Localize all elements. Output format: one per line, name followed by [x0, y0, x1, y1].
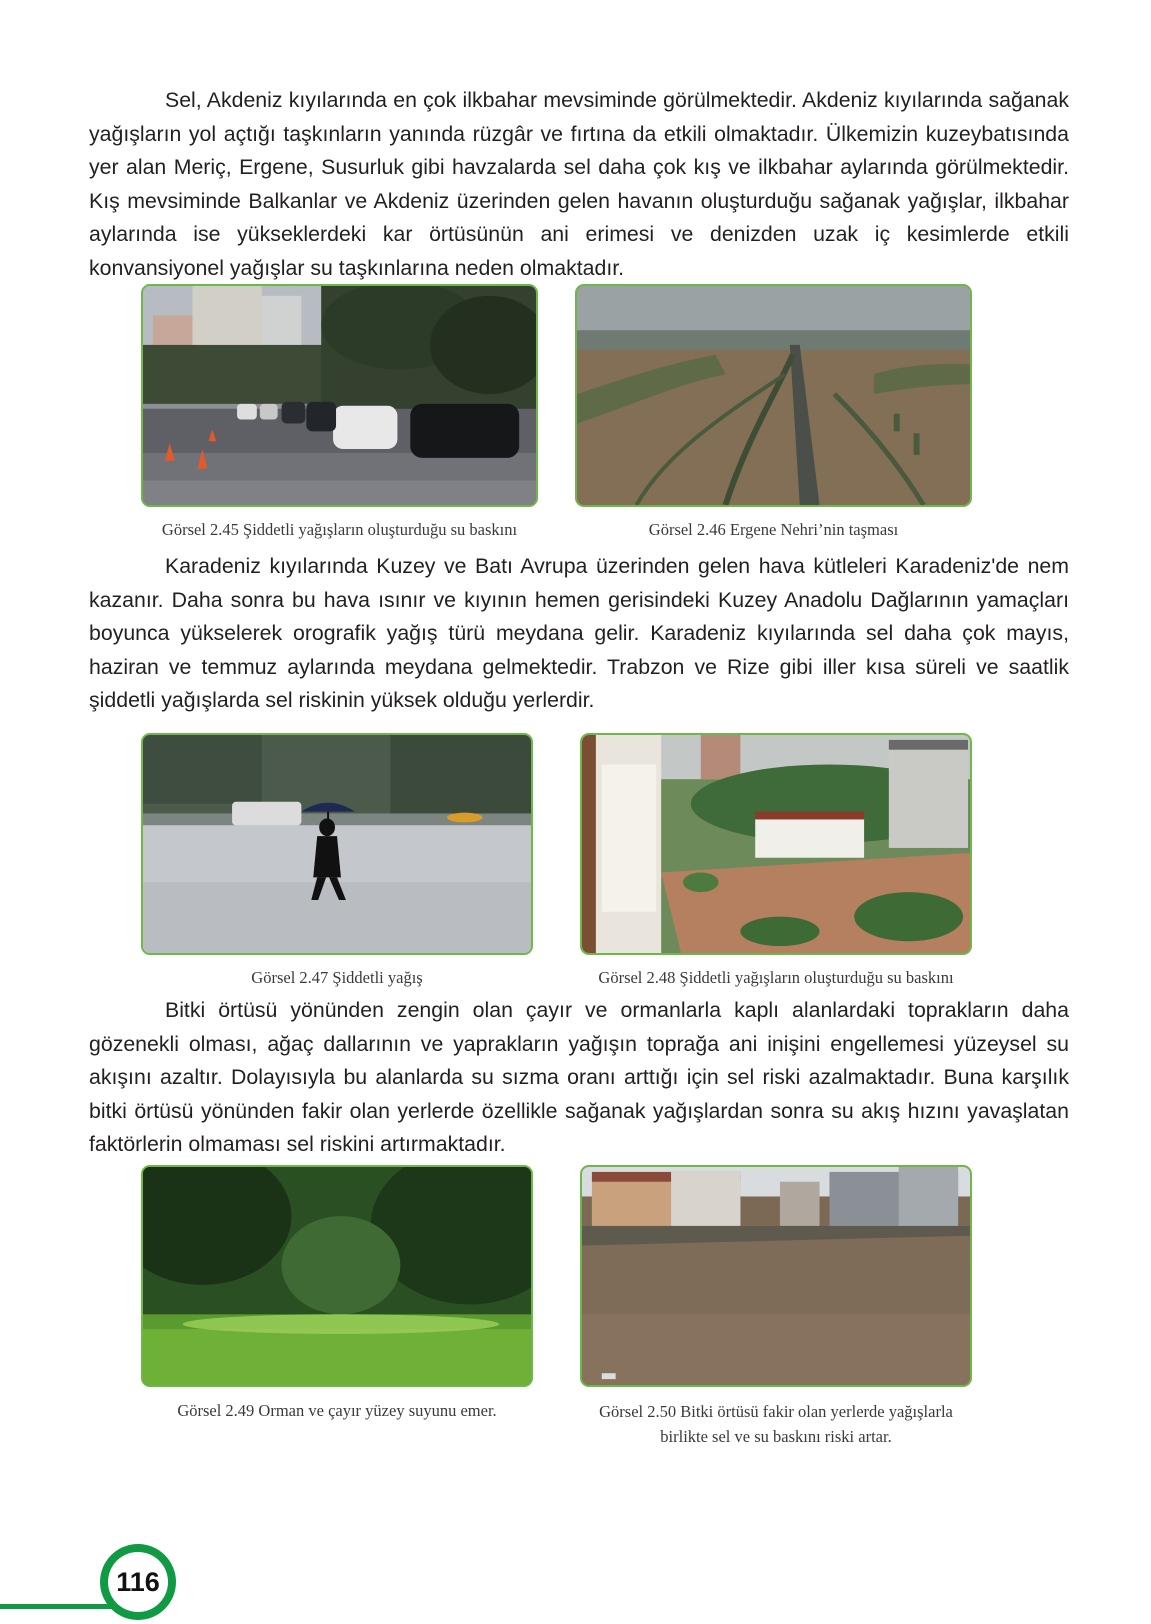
paragraph-3 — [89, 994, 1069, 1162]
page-number: 116 — [108, 1552, 168, 1612]
photo-ergene-flood — [575, 284, 972, 507]
photo-flooded-road — [580, 1165, 972, 1387]
paragraph-3-text: Bitki örtüsü yönünden zengin olan çayır ve ormanlarla kaplı alanlardaki toprakların daha gözenekli olması, ağaç dallarının ve yaprakların yağışın toprağa ani inişini engellemesi yüzeysel su akışını azaltır. Dolayısıyla bu alanlarda su sızma oranı arttığı için sel riski azalmaktadır. Buna karşılık bitki örtüsü yönünden fakir olan yerlerde özellikle sağanak yağışlardan sonra su akış hızını yavaşlatan faktörlerin olmaması sel riskini artırmaktadır. — [89, 998, 1069, 1157]
caption-2-49: Görsel 2.49 Orman ve çayır yüzey suyunu emer. — [177, 1401, 497, 1420]
caption-2-48: Görsel 2.48 Şiddetli yağışların oluşturduğu su baskını — [598, 968, 954, 987]
caption-2-50-line-2: birlikte sel ve su baskını riski artar. — [660, 1427, 892, 1446]
page-number-badge — [100, 1544, 176, 1620]
caption-2-47: Görsel 2.47 Şiddetli yağış — [251, 968, 423, 987]
footer-green-line — [0, 1604, 118, 1609]
paragraph-2 — [89, 550, 1069, 718]
paragraph-1 — [89, 84, 1069, 286]
paragraph-2-text: Karadeniz kıyılarında Kuzey ve Batı Avrupa üzerinden gelen hava kütleleri Karadeniz'de nem kazanır. Daha sonra bu hava ısınır ve kıyının hemen gerisindeki Kuzey Anadolu Dağlarının yamaçları boyunca yükselerek orografik yağış türü meydana gelir. Karadeniz kıyılarında sel daha çok mayıs, haziran ve temmuz aylarında meydana gelmektedir. Trabzon ve Rize gibi iller kısa süreli ve saatlik şiddetli yağışlarda sel riskinin yüksek olduğu yerlerdir. — [89, 554, 1069, 713]
photo-heavy-rain — [141, 733, 533, 955]
caption-2-46: Görsel 2.46 Ergene Nehri’nin taşması — [648, 520, 899, 539]
caption-2-50 — [572, 1399, 980, 1449]
caption-2-45: Görsel 2.45 Şiddetli yağışların oluşturduğu su baskını — [161, 520, 518, 539]
caption-2-50-line-1: Görsel 2.50 Bitki örtüsü fakir olan yerlerde yağışlarla — [599, 1402, 953, 1421]
photo-flooded-houses — [580, 733, 972, 955]
photo-flooded-street — [141, 284, 538, 507]
paragraph-1-text: Sel, Akdeniz kıyılarında en çok ilkbahar mevsiminde görülmektedir. Akdeniz kıyılarında sağanak yağışların yol açtığı taşkınların yanında rüzgâr ve fırtına da etkili olmaktadır. Ülkemizin kuzeybatısında yer alan Meriç, Ergene, Susurluk gibi havzalarda sel daha çok kış ve ilkbahar aylarında görülmektedir. Kış mevsiminde Balkanlar ve Akdeniz üzerinden gelen havanın oluşturduğu sağanak yağışlar, ilkbahar aylarında ise yükseklerdeki kar örtüsünün ani erimesi ve denizden uzak iç kesimlerde etkili konvansiyonel yağışlar su taşkınlarına neden olmaktadır. — [89, 88, 1069, 280]
photo-forest-meadow — [141, 1165, 533, 1387]
